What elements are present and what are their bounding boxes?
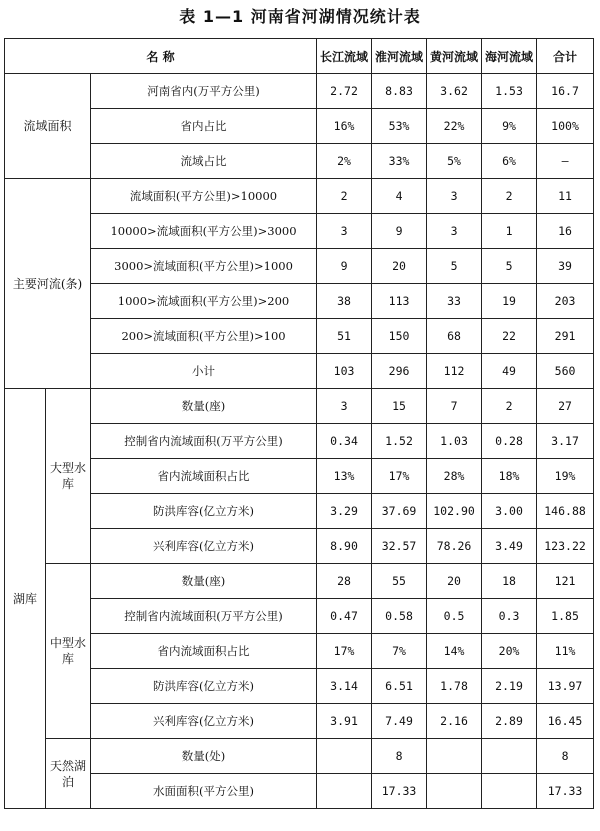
value-cell: 9: [317, 249, 372, 284]
value-cell: 3.49: [482, 529, 537, 564]
value-cell: 51: [317, 319, 372, 354]
value-cell: 17.33: [537, 774, 594, 809]
table-row: [5, 459, 594, 494]
header-col: 合计: [537, 39, 594, 74]
value-cell: 22%: [427, 109, 482, 144]
table-title: 表 1—1 河南省河湖情况统计表: [179, 7, 421, 26]
value-cell: 17%: [317, 634, 372, 669]
value-cell: 100%: [537, 109, 594, 144]
value-cell: 20: [427, 564, 482, 599]
value-cell: 14%: [427, 634, 482, 669]
row-label: 水面面积(平方公里): [91, 774, 317, 809]
value-cell: 3: [427, 179, 482, 214]
row-label: 兴利库容(亿立方米): [91, 529, 317, 564]
row-label: 流域面积(平方公里)>10000: [91, 179, 317, 214]
value-cell: 9%: [482, 109, 537, 144]
value-cell: 8: [537, 739, 594, 774]
value-cell: 112: [427, 354, 482, 389]
value-cell: 3.62: [427, 74, 482, 109]
value-cell: 2.16: [427, 704, 482, 739]
value-cell: 16%: [317, 109, 372, 144]
value-cell: [317, 739, 372, 774]
value-cell: 113: [372, 284, 427, 319]
header-row: [5, 39, 594, 74]
value-cell: 16.45: [537, 704, 594, 739]
value-cell: 11: [537, 179, 594, 214]
value-cell: 1.03: [427, 424, 482, 459]
value-cell: 13.97: [537, 669, 594, 704]
group-basin-area: 流域面积: [5, 74, 91, 179]
value-cell: 1.53: [482, 74, 537, 109]
value-cell: 291: [537, 319, 594, 354]
statistics-table: [4, 38, 594, 809]
table-row: [5, 179, 594, 214]
table-row: [5, 354, 594, 389]
value-cell: 0.34: [317, 424, 372, 459]
value-cell: 0.5: [427, 599, 482, 634]
value-cell: [482, 774, 537, 809]
value-cell: 15: [372, 389, 427, 424]
row-label: 控制省内流域面积(万平方公里): [91, 424, 317, 459]
row-label: 省内占比: [91, 109, 317, 144]
value-cell: 19: [482, 284, 537, 319]
row-label: 数量(座): [91, 564, 317, 599]
table-row: [5, 704, 594, 739]
value-cell: 18%: [482, 459, 537, 494]
value-cell: 2.72: [317, 74, 372, 109]
table-row: [5, 389, 594, 424]
value-cell: 121: [537, 564, 594, 599]
header-name: 名 称: [5, 39, 317, 74]
value-cell: 8.83: [372, 74, 427, 109]
value-cell: 18: [482, 564, 537, 599]
value-cell: 3.17: [537, 424, 594, 459]
value-cell: 28%: [427, 459, 482, 494]
table-row: [5, 109, 594, 144]
table-body: [5, 39, 594, 809]
group-main-rivers: 主要河流(条): [5, 179, 91, 389]
table-row: [5, 529, 594, 564]
value-cell: 49: [482, 354, 537, 389]
value-cell: 8.90: [317, 529, 372, 564]
value-cell: [317, 774, 372, 809]
table-row: [5, 424, 594, 459]
value-cell: 27: [537, 389, 594, 424]
value-cell: 2%: [317, 144, 372, 179]
group-medium-reservoir: 中型水库: [46, 564, 91, 739]
value-cell: 3: [317, 389, 372, 424]
value-cell: 3.00: [482, 494, 537, 529]
value-cell: 103: [317, 354, 372, 389]
value-cell: 123.22: [537, 529, 594, 564]
value-cell: [482, 739, 537, 774]
value-cell: 32.57: [372, 529, 427, 564]
value-cell: 1.85: [537, 599, 594, 634]
value-cell: 16.7: [537, 74, 594, 109]
header-col: 长江流域: [317, 39, 372, 74]
value-cell: 7.49: [372, 704, 427, 739]
value-cell: 0.3: [482, 599, 537, 634]
value-cell: 39: [537, 249, 594, 284]
value-cell: 6.51: [372, 669, 427, 704]
value-cell: 3.14: [317, 669, 372, 704]
value-cell: 8: [372, 739, 427, 774]
table-row: [5, 599, 594, 634]
value-cell: 22: [482, 319, 537, 354]
value-cell: —: [537, 144, 594, 179]
row-label: 数量(处): [91, 739, 317, 774]
value-cell: 11%: [537, 634, 594, 669]
table-row: [5, 249, 594, 284]
row-label: 省内流域面积占比: [91, 459, 317, 494]
value-cell: 9: [372, 214, 427, 249]
value-cell: 5: [427, 249, 482, 284]
row-label: 防洪库容(亿立方米): [91, 494, 317, 529]
table-row: [5, 669, 594, 704]
value-cell: 6%: [482, 144, 537, 179]
row-label: 河南省内(万平方公里): [91, 74, 317, 109]
value-cell: 150: [372, 319, 427, 354]
value-cell: 78.26: [427, 529, 482, 564]
value-cell: 560: [537, 354, 594, 389]
table-row: [5, 144, 594, 179]
value-cell: 37.69: [372, 494, 427, 529]
value-cell: 7%: [372, 634, 427, 669]
row-label: 控制省内流域面积(万平方公里): [91, 599, 317, 634]
table-row: [5, 564, 594, 599]
header-col: 黄河流域: [427, 39, 482, 74]
value-cell: 203: [537, 284, 594, 319]
value-cell: [427, 739, 482, 774]
table-row: [5, 214, 594, 249]
row-label: 省内流域面积占比: [91, 634, 317, 669]
value-cell: 53%: [372, 109, 427, 144]
row-label: 10000>流域面积(平方公里)>3000: [91, 214, 317, 249]
value-cell: 20: [372, 249, 427, 284]
header-col: 淮河流域: [372, 39, 427, 74]
value-cell: 1.52: [372, 424, 427, 459]
value-cell: 1: [482, 214, 537, 249]
row-label: 流域占比: [91, 144, 317, 179]
row-label: 3000>流域面积(平方公里)>1000: [91, 249, 317, 284]
value-cell: 7: [427, 389, 482, 424]
value-cell: 5: [482, 249, 537, 284]
value-cell: 102.90: [427, 494, 482, 529]
row-label: 防洪库容(亿立方米): [91, 669, 317, 704]
group-large-reservoir: 大型水库: [46, 389, 91, 564]
value-cell: 1.78: [427, 669, 482, 704]
value-cell: 0.47: [317, 599, 372, 634]
value-cell: 38: [317, 284, 372, 319]
value-cell: 3.91: [317, 704, 372, 739]
value-cell: 3: [317, 214, 372, 249]
row-label: 1000>流域面积(平方公里)>200: [91, 284, 317, 319]
value-cell: 68: [427, 319, 482, 354]
header-col: 海河流域: [482, 39, 537, 74]
value-cell: 20%: [482, 634, 537, 669]
table-row: [5, 284, 594, 319]
value-cell: 28: [317, 564, 372, 599]
value-cell: 296: [372, 354, 427, 389]
row-label: 兴利库容(亿立方米): [91, 704, 317, 739]
table-row: [5, 74, 594, 109]
value-cell: 0.58: [372, 599, 427, 634]
value-cell: 5%: [427, 144, 482, 179]
value-cell: 146.88: [537, 494, 594, 529]
value-cell: 13%: [317, 459, 372, 494]
table-row: [5, 634, 594, 669]
value-cell: 19%: [537, 459, 594, 494]
value-cell: 2: [482, 179, 537, 214]
value-cell: 2.19: [482, 669, 537, 704]
group-natural-lake: 天然湖泊: [46, 739, 91, 809]
value-cell: 3.29: [317, 494, 372, 529]
value-cell: [427, 774, 482, 809]
row-label: 200>流域面积(平方公里)>100: [91, 319, 317, 354]
value-cell: 17.33: [372, 774, 427, 809]
table-row: [5, 494, 594, 529]
table-row: [5, 739, 594, 774]
value-cell: 2.89: [482, 704, 537, 739]
value-cell: 3: [427, 214, 482, 249]
value-cell: 55: [372, 564, 427, 599]
value-cell: 33: [427, 284, 482, 319]
value-cell: 2: [482, 389, 537, 424]
row-label: 小计: [91, 354, 317, 389]
value-cell: 16: [537, 214, 594, 249]
value-cell: 33%: [372, 144, 427, 179]
value-cell: 2: [317, 179, 372, 214]
value-cell: 17%: [372, 459, 427, 494]
value-cell: 0.28: [482, 424, 537, 459]
value-cell: 4: [372, 179, 427, 214]
row-label: 数量(座): [91, 389, 317, 424]
table-row: [5, 774, 594, 809]
group-lakes-reservoirs: 湖库: [5, 389, 46, 809]
table-row: [5, 319, 594, 354]
